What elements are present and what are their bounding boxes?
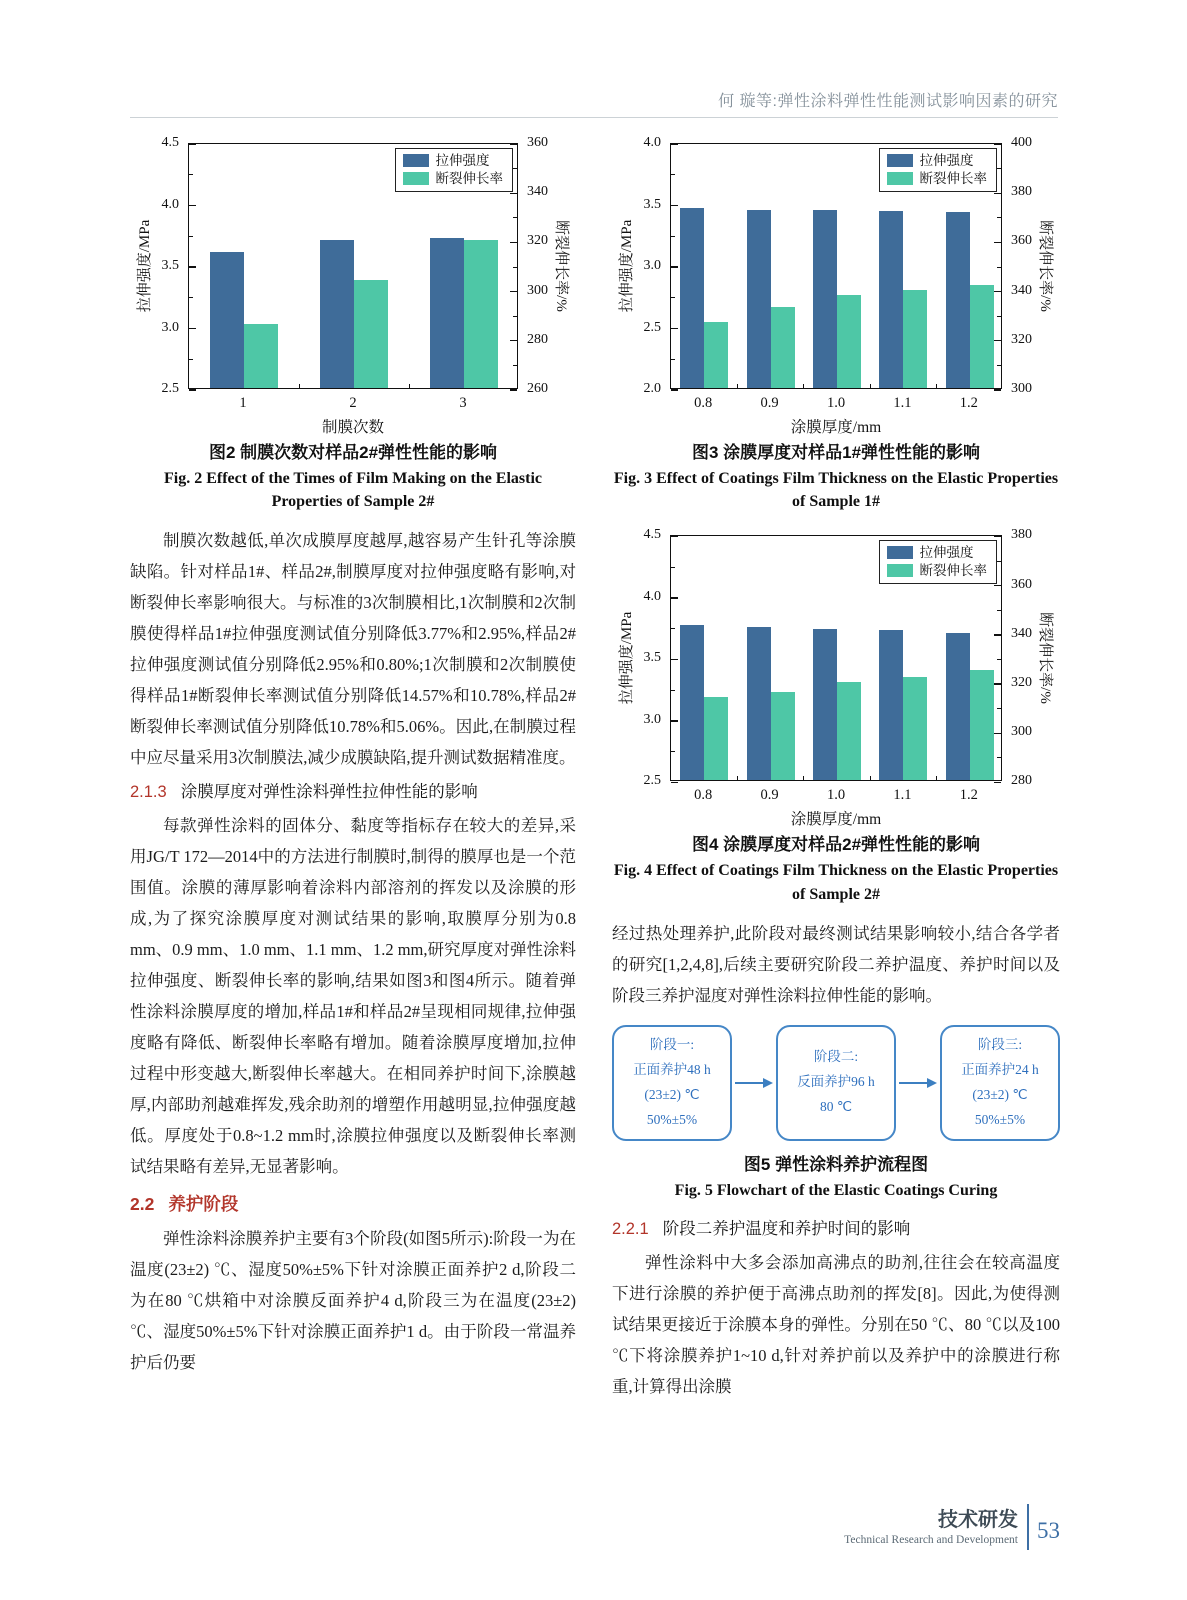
- flow-stage-3-line: 阶段三:: [977, 1036, 1023, 1052]
- right-tick-label: 300: [527, 282, 548, 298]
- right-axis-label: 断裂伸长率/%: [1037, 220, 1053, 312]
- left-column: [130, 133, 576, 1380]
- figure-4-chart: [612, 525, 1060, 827]
- flow-stage-3-line: 正面养护24 h: [961, 1061, 1039, 1077]
- legend-item: [887, 545, 988, 560]
- axis-tick: [671, 536, 678, 537]
- paragraph-stage2-temperature: 弹性涂料中大多会添加高沸点的助剂,往往会在较高温度下进行涂膜的养护便于高沸点助剂的挥发[8]。因此,为使得测试结果更接近于涂膜本身的弹性。分别在50 ℃、80 ℃以及100 ℃下将涂膜养护1~10 d,针对养护前以及养护中的涂膜进行称重,计算得出涂膜: [612, 1253, 1061, 1397]
- flow-stage-2-line: 80 ℃: [819, 1099, 853, 1115]
- right-tick-label: 360: [1011, 576, 1032, 592]
- left-tick-label: 3.5: [643, 650, 661, 666]
- axis-tick: [189, 389, 196, 390]
- figure-4-caption: [612, 831, 1060, 905]
- x-minor-tick: [870, 776, 871, 780]
- axis-minor-tick: [997, 267, 1001, 268]
- figure-5-caption-cn: 图5 弹性涂料养护流程图: [743, 1154, 929, 1174]
- legend-swatch: [887, 546, 913, 559]
- axis-minor-tick: [671, 628, 675, 629]
- x-minor-tick: [737, 776, 738, 780]
- figure-4-caption-cn: 图4 涂膜厚度对样品2#弹性性能的影响: [691, 835, 981, 855]
- section-heading-2-1-3: [130, 777, 576, 807]
- axis-tick: [510, 340, 517, 341]
- bar-elongation: [903, 290, 927, 388]
- paragraph-film-times: 制膜次数越低,单次成膜厚度越厚,越容易产生针孔等涂膜缺陷。针对样品1#、样品2#,制膜厚度对拉伸强度略有影响,对断裂伸长率影响很大。与标准的3次制膜相比,1次制膜和2次制膜使得样品1#拉伸强度测试值分别降低3.77%和2.95%,样品2#拉伸强度测试值分别降低2.95%和0.80%;1次制膜和2次制膜使得样品1#断裂伸长率测试值分别降低14.57%和10.78%,样品2#断裂伸长率测试值分别降低10.78%和5.06%。因此,在制膜过程中应尽量采用3次制膜法,减少成膜缺陷,提升测试数据精准度。: [130, 531, 576, 768]
- axis-tick: [510, 143, 517, 144]
- left-tick-label: 4.5: [161, 135, 179, 150]
- right-tick-label: 340: [1011, 282, 1032, 298]
- axis-tick: [994, 193, 1001, 194]
- figure-3-caption-en: Fig. 3 Effect of Coatings Film Thickness on the Elastic Properties of Sample 1#: [613, 470, 1059, 511]
- legend-label: 断裂伸长率: [435, 171, 503, 186]
- legend-item: [887, 153, 988, 168]
- axis-minor-tick: [997, 217, 1001, 218]
- axis-minor-tick: [189, 174, 193, 175]
- section-title: 涂膜厚度对弹性涂料弹性拉伸性能的影响: [180, 782, 478, 802]
- axis-tick: [510, 291, 517, 292]
- flow-stage-3-box: [940, 1025, 1060, 1141]
- figure-3-caption-cn: 图3 涂膜厚度对样品1#弹性性能的影响: [691, 443, 981, 462]
- bar-tensile-strength: [879, 211, 903, 388]
- flow-stage-1-line: 正面养护48 h: [633, 1061, 711, 1077]
- axis-minor-tick: [997, 168, 1001, 169]
- chart-legend: [879, 148, 998, 192]
- x-tick-label: 1.0: [826, 787, 846, 804]
- x-tick-label: 1.1: [893, 787, 912, 804]
- bar-tensile-strength: [680, 625, 704, 780]
- bar-tensile-strength: [210, 252, 244, 389]
- axis-minor-tick: [671, 567, 675, 568]
- header-rule: [130, 117, 1058, 118]
- left-axis-label: 拉伸强度/MPa: [619, 612, 635, 705]
- chart-legend: [395, 148, 514, 192]
- x-minor-tick: [409, 384, 410, 388]
- right-tick-label: 280: [1011, 773, 1032, 789]
- chart-legend: [879, 540, 998, 584]
- flow-stage-3-line: 50%±5%: [974, 1111, 1026, 1127]
- section-title: 阶段二养护温度和养护时间的影响: [662, 1219, 911, 1239]
- x-axis-label: 涂膜厚度/mm: [790, 419, 882, 436]
- flow-arrow-icon: [896, 1078, 940, 1088]
- axis-minor-tick: [997, 561, 1001, 562]
- figure-2-caption: [130, 439, 576, 513]
- legend-item: [403, 171, 504, 186]
- x-minor-tick: [936, 776, 937, 780]
- paragraph-curing-stages: 弹性涂料涂膜养护主要有3个阶段(如图5所示):阶段一为在温度(23±2) ℃、湿度50%±5%下针对涂膜正面养护2 d,阶段二为在80 ℃烘箱中对涂膜反面养护4 d,阶段三为在温度(23±2) ℃、湿度50%±5%下针对涂膜正面养护1 d。由于阶段一常温养护后仍要: [130, 1229, 576, 1373]
- legend-swatch: [403, 154, 429, 167]
- axis-tick: [189, 205, 196, 206]
- right-axis-label: 断裂伸长率/%: [553, 220, 569, 312]
- left-tick-label: 4.0: [643, 588, 661, 604]
- flow-stage-1-line: (23±2) ℃: [644, 1086, 700, 1102]
- axis-tick: [189, 143, 196, 144]
- axis-tick: [994, 634, 1001, 635]
- figure-5-flowchart: [612, 1025, 1060, 1141]
- x-tick-label: 0.9: [760, 395, 779, 411]
- flow-stage-2-line: 反面养护96 h: [797, 1074, 875, 1090]
- axis-tick: [994, 782, 1001, 783]
- legend-swatch: [887, 564, 913, 577]
- x-tick-label: 1: [239, 395, 247, 411]
- right-tick-label: 320: [1011, 675, 1032, 691]
- arrow-head-icon: [927, 1078, 937, 1088]
- figure-4-caption-en: Fig. 4 Effect of Coatings Film Thickness on the Elastic Properties of Sample 2#: [613, 862, 1059, 903]
- axis-minor-tick: [513, 217, 517, 218]
- legend-item: [887, 563, 988, 578]
- legend-swatch: [887, 172, 913, 185]
- right-tick-label: 360: [527, 135, 548, 150]
- right-tick-label: 340: [527, 184, 548, 200]
- left-tick-label: 2.0: [643, 381, 661, 396]
- legend-swatch: [887, 154, 913, 167]
- axis-tick: [510, 193, 517, 194]
- footer-section-cn: 技术研发: [938, 1508, 1018, 1531]
- bar-elongation: [903, 677, 927, 780]
- axis-minor-tick: [189, 297, 193, 298]
- chart-plot-area: [670, 535, 1002, 781]
- axis-tick: [671, 389, 678, 390]
- axis-minor-tick: [513, 365, 517, 366]
- flow-stage-1-line: 50%±5%: [646, 1111, 698, 1127]
- axis-minor-tick: [671, 297, 675, 298]
- page-footer: [844, 1504, 1060, 1550]
- flow-stage-3-line: (23±2) ℃: [972, 1086, 1028, 1102]
- left-tick-label: 4.5: [643, 527, 661, 543]
- section-number: 2.2: [130, 1194, 155, 1215]
- axis-tick: [994, 585, 1001, 586]
- section-title: 养护阶段: [168, 1194, 239, 1215]
- bar-tensile-strength: [430, 238, 464, 388]
- left-tick-label: 3.0: [643, 711, 661, 727]
- legend-label: 断裂伸长率: [919, 171, 987, 186]
- bar-elongation: [704, 697, 728, 781]
- x-tick-label: 0.8: [694, 787, 713, 804]
- flow-stage-1-line: 阶段一:: [649, 1036, 695, 1052]
- bar-tensile-strength: [813, 629, 837, 780]
- left-tick-label: 3.5: [643, 196, 661, 212]
- x-tick-label: 1.2: [959, 395, 978, 411]
- left-tick-label: 2.5: [643, 319, 661, 335]
- x-tick-label: 1.1: [893, 395, 912, 411]
- axis-tick: [671, 720, 678, 721]
- bar-elongation: [771, 307, 795, 388]
- x-minor-tick: [299, 384, 300, 388]
- left-tick-label: 4.0: [161, 196, 179, 212]
- x-minor-tick: [803, 384, 804, 388]
- bar-elongation: [970, 670, 994, 781]
- right-tick-label: 260: [527, 381, 548, 396]
- legend-label: 断裂伸长率: [919, 563, 987, 579]
- axis-tick: [994, 683, 1001, 684]
- section-heading-2-2: [130, 1189, 576, 1219]
- x-tick-label: 1.2: [959, 787, 978, 804]
- x-minor-tick: [870, 384, 871, 388]
- right-tick-label: 400: [1011, 135, 1032, 150]
- bar-tensile-strength: [879, 630, 903, 780]
- right-axis-label: 断裂伸长率/%: [1037, 612, 1053, 705]
- bar-elongation: [704, 322, 728, 388]
- arrow-head-icon: [763, 1078, 773, 1088]
- chart-plot-area: [188, 143, 518, 389]
- paragraph-curing-continued: 经过热处理养护,此阶段对最终测试结果影响较小,结合各学者的研究[1,2,4,8],后续主要研究阶段二养护温度、养护时间以及阶段三养护湿度对弹性涂料拉伸性能的影响。: [612, 923, 1060, 1005]
- right-tick-label: 380: [1011, 184, 1032, 200]
- x-minor-tick: [737, 384, 738, 388]
- figure-5-caption: [612, 1151, 1060, 1202]
- legend-swatch: [403, 172, 429, 185]
- flow-stage-1-box: [612, 1025, 732, 1141]
- left-axis-label: 拉伸强度/MPa: [137, 219, 153, 313]
- axis-tick: [510, 389, 517, 390]
- axis-minor-tick: [513, 316, 517, 317]
- legend-label: 拉伸强度: [919, 545, 974, 561]
- axis-minor-tick: [997, 659, 1001, 660]
- bar-elongation: [837, 295, 861, 389]
- x-tick-label: 0.8: [694, 395, 713, 411]
- axis-tick: [671, 266, 678, 267]
- figure-2-caption-cn: 图2 制膜次数对样品2#弹性性能的影响: [208, 443, 498, 462]
- right-tick-label: 320: [1011, 331, 1032, 347]
- section-number: 2.1.3: [130, 783, 167, 802]
- right-tick-label: 320: [527, 233, 548, 249]
- left-tick-label: 4.0: [643, 135, 661, 150]
- paragraph-thickness: 每款弹性涂料的固体分、黏度等指标存在较大的差异,采用JG/T 172—2014中的方法进行制膜时,制得的膜厚也是一个范围值。涂膜的薄厚影响着涂料内部溶剂的挥发以及涂膜的形成,为了探究涂膜厚度对测试结果的影响,取膜厚分别为0.8 mm、0.9 mm、1.0 mm、1.1 mm、1.2 mm,研究厚度对弹性涂料拉伸强度、断裂伸长率的影响,结果如图3和图4所示。随着弹性涂料涂膜厚度的增加,样品1#和样品2#呈现相同规律,拉伸强度略有降低、断裂伸长率略有增加。随着涂膜厚度增加,拉伸过程中形变越大,断裂伸长率越大。在相同养护时间下,涂膜越厚,内部助剂越难挥发,残余助剂的增塑作用越明显,拉伸强度越低。厚度处于0.8~1.2 mm时,涂膜拉伸强度以及断裂伸长率测试结果略有差异,无显著影响。: [130, 816, 577, 1177]
- axis-minor-tick: [997, 316, 1001, 317]
- axis-minor-tick: [997, 610, 1001, 611]
- figure-5-caption-en: Fig. 5 Flowchart of the Elastic Coatings Curing: [674, 1181, 998, 1199]
- footer-section-en: Technical Research and Development: [844, 1533, 1018, 1546]
- left-tick-label: 3.0: [161, 319, 179, 335]
- bar-tensile-strength: [747, 627, 771, 781]
- figure-3-chart: [612, 133, 1060, 435]
- axis-tick: [994, 389, 1001, 390]
- axis-minor-tick: [997, 708, 1001, 709]
- x-tick-label: 0.9: [760, 787, 779, 804]
- legend-item: [887, 171, 988, 186]
- axis-tick: [510, 242, 517, 243]
- right-column: [612, 133, 1060, 1404]
- axis-minor-tick: [997, 365, 1001, 366]
- bar-tensile-strength: [813, 210, 837, 388]
- section-number: 2.2.1: [612, 1220, 649, 1239]
- axis-tick: [994, 291, 1001, 292]
- page-number: 53: [1037, 1518, 1060, 1543]
- axis-minor-tick: [671, 690, 675, 691]
- flow-stage-2-line: 阶段二:: [813, 1049, 859, 1065]
- right-tick-label: 380: [1011, 527, 1032, 543]
- running-header: 何 璇等:弹性涂料弹性性能测试影响因素的研究: [718, 93, 1058, 110]
- x-tick-label: 3: [459, 395, 467, 411]
- bar-elongation: [244, 324, 278, 388]
- axis-tick: [189, 328, 196, 329]
- x-axis-label: 涂膜厚度/mm: [790, 811, 882, 829]
- figure-2-chart: [130, 133, 576, 435]
- x-minor-tick: [803, 776, 804, 780]
- right-tick-label: 340: [1011, 625, 1032, 641]
- right-tick-label: 360: [1011, 233, 1032, 249]
- legend-label: 拉伸强度: [435, 153, 490, 168]
- left-tick-label: 3.0: [643, 258, 661, 273]
- chart-plot-area: [670, 143, 1002, 389]
- axis-minor-tick: [189, 359, 193, 360]
- axis-tick: [994, 143, 1001, 144]
- axis-tick: [994, 340, 1001, 341]
- x-axis-label: 制膜次数: [321, 419, 384, 436]
- bar-tensile-strength: [747, 210, 771, 388]
- left-tick-label: 3.5: [161, 258, 179, 273]
- footer-section: [844, 1509, 1027, 1546]
- bar-elongation: [970, 285, 994, 388]
- axis-tick: [671, 328, 678, 329]
- x-minor-tick: [936, 384, 937, 388]
- legend-item: [403, 153, 504, 168]
- figure-2-caption-en: Fig. 2 Effect of the Times of Film Making on the Elastic Properties of Sample 2#: [163, 470, 543, 511]
- flow-arrow-icon: [732, 1078, 776, 1088]
- legend-label: 拉伸强度: [919, 153, 974, 168]
- bar-elongation: [464, 240, 498, 388]
- arrow-line: [735, 1082, 763, 1084]
- axis-minor-tick: [671, 236, 675, 237]
- axis-minor-tick: [671, 359, 675, 360]
- arrow-line: [899, 1082, 927, 1084]
- bar-elongation: [354, 280, 388, 388]
- axis-minor-tick: [513, 168, 517, 169]
- axis-tick: [189, 266, 196, 267]
- x-tick-label: 1.0: [826, 395, 846, 411]
- axis-minor-tick: [189, 236, 193, 237]
- bar-tensile-strength: [946, 633, 970, 781]
- right-tick-label: 300: [1011, 724, 1032, 740]
- figure-3-caption: [612, 439, 1060, 513]
- section-heading-2-2-1: [612, 1214, 1060, 1244]
- axis-minor-tick: [997, 757, 1001, 758]
- flow-stage-2-box: [776, 1025, 896, 1141]
- axis-tick: [671, 597, 678, 598]
- axis-tick: [994, 733, 1001, 734]
- left-tick-label: 2.5: [643, 773, 661, 789]
- bar-tensile-strength: [320, 240, 354, 388]
- left-tick-label: 2.5: [161, 381, 179, 396]
- axis-tick: [994, 242, 1001, 243]
- axis-tick: [671, 782, 678, 783]
- right-tick-label: 300: [1011, 381, 1032, 396]
- axis-minor-tick: [671, 751, 675, 752]
- axis-minor-tick: [513, 267, 517, 268]
- x-tick-label: 2: [349, 395, 357, 411]
- bar-tensile-strength: [946, 212, 970, 388]
- bar-elongation: [771, 692, 795, 781]
- axis-tick: [994, 536, 1001, 537]
- left-axis-label: 拉伸强度/MPa: [619, 219, 635, 313]
- bar-elongation: [837, 682, 861, 780]
- axis-tick: [671, 659, 678, 660]
- right-tick-label: 280: [527, 331, 548, 347]
- axis-minor-tick: [671, 174, 675, 175]
- bar-tensile-strength: [680, 208, 704, 388]
- axis-tick: [671, 205, 678, 206]
- axis-tick: [671, 143, 678, 144]
